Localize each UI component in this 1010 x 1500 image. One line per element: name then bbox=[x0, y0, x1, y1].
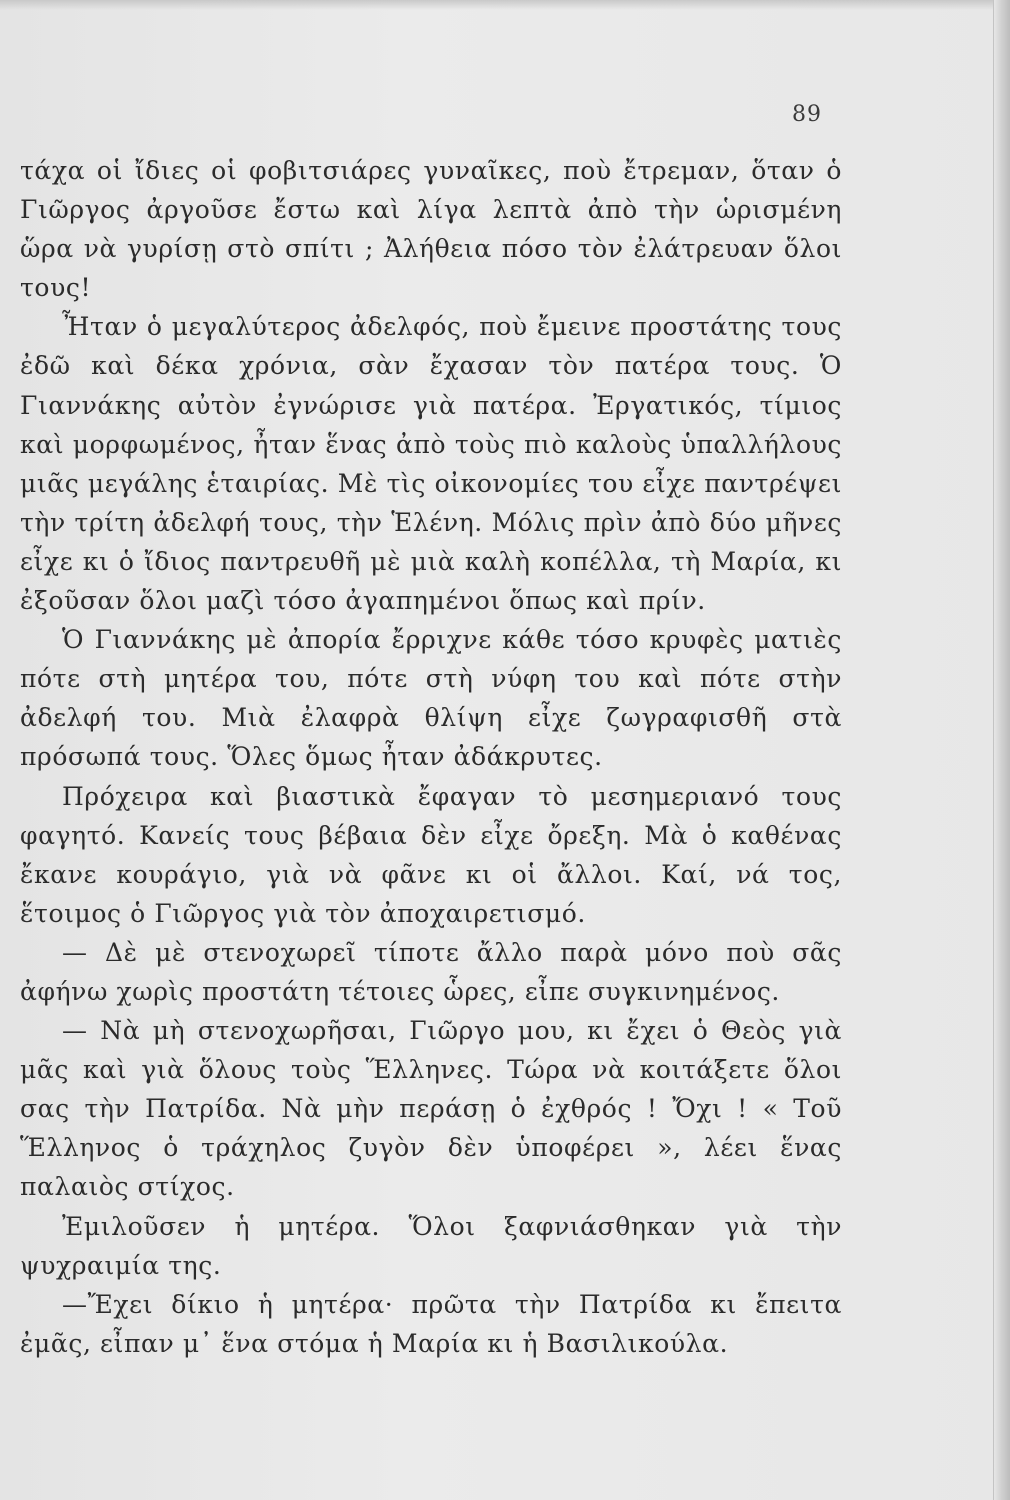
body-text bbox=[20, 151, 842, 1363]
paragraph-6: — Νὰ μὴ στενοχωρῆσαι, Γιῶργο μου, κι ἔχει ὁ Θεὸς γιὰ μᾶς καὶ γιὰ ὅλους τοὺς Ἕλληνες. Τώρα νὰ κοιτάξετε ὅλοι σας τὴν Πατρίδα. Νὰ μὴν περάσῃ ὁ ἐχθρός ! Ὄχι ! « Τοῦ Ἕλληνος ὁ τράχηλος ζυγὸν δὲν ὑποφέρει », λέει ἕνας παλαιὸς στίχος. bbox=[20, 1016, 842, 1202]
paragraph-2: Ἦταν ὁ μεγαλύτερος ἀδελφός, ποὺ ἔμεινε προστάτης τους ἐδῶ καὶ δέκα χρόνια, σὰν ἔχασαν τὸν πατέρα τους. Ὁ Γιαννάκης αὐτὸν ἐγνώρισε γιὰ πατέρα. Ἐργατικός, τίμιος καὶ μορφωμένος, ἦταν ἕνας ἀπὸ τοὺς πιὸ καλοὺς ὑπαλλήλους μιᾶς μεγάλης ἑταιρίας. Μὲ τὶς οἰκονομίες του εἶχε παντρέψει τὴν τρίτη ἀδελφή τους, τὴν Ἑλένη. Μόλις πρὶν ἀπὸ δύο μῆνες εἶχε κι ὁ ἴδιος παντρευθῆ μὲ μιὰ καλὴ κοπέλλα, τὴ Μαρία, κι ἐξοῦσαν ὅλοι μαζὶ τόσο ἀγαπημένοι ὅπως καὶ πρίν. bbox=[20, 312, 842, 616]
paragraph-1: τάχα οἱ ἴδιες οἱ φοβιτσιάρες γυναῖκες, ποὺ ἔτρεμαν, ὅταν ὁ Γιῶργος ἀργοῦσε ἔστω καὶ λίγα λεπτὰ ἀπὸ τὴν ὡρισμένη ὥρα νὰ γυρίσῃ στὸ σπίτι ; Ἀλήθεια πόσο τὸν ἐλάτρευαν ὅλοι τους! bbox=[20, 156, 842, 303]
page-number: 89 bbox=[792, 102, 822, 127]
paragraph-7: Ἐμιλοῦσεν ἡ μητέρα. Ὅλοι ξαφνιάσθηκαν γιὰ τὴν ψυχραιμία της. bbox=[20, 1211, 842, 1280]
paragraph-4: Πρόχειρα καὶ βιαστικὰ ἔφαγαν τὸ μεσημεριανό τους φαγητό. Κανείς τους βέβαια δὲν εἶχε ὄρεξη. Μὰ ὁ καθένας ἔκανε κουράγιο, γιὰ νὰ φᾶνε κι οἱ ἄλλοι. Καί, νά τος, ἕτοιμος ὁ Γιῶργος γιὰ τὸν ἀποχαιρετισμό. bbox=[20, 781, 842, 928]
paragraph-5: — Δὲ μὲ στενοχωρεῖ τίποτε ἄλλο παρὰ μόνο ποὺ σᾶς ἀφήνω χωρὶς προστάτη τέτοιες ὧρες, εἶπε συγκινημένος. bbox=[20, 937, 842, 1006]
page-edge bbox=[993, 0, 1010, 1500]
page-top-shadow bbox=[0, 0, 1010, 10]
paragraph-3: Ὁ Γιαννάκης μὲ ἀπορία ἔρριχνε κάθε τόσο κρυφὲς ματιὲς πότε στὴ μητέρα του, πότε στὴ νύφη του καὶ πότε στὴν ἀδελφή του. Μιὰ ἐλαφρὰ θλίψη εἶχε ζωγραφισθῆ στὰ πρόσωπά τους. Ὅλες ὅμως ἦταν ἀδάκρυτες. bbox=[20, 625, 842, 772]
paragraph-8: —Ἔχει δίκιο ἡ μητέρα· πρῶτα τὴν Πατρίδα κι ἔπειτα ἐμᾶς, εἶπαν μ᾿ ἕνα στόμα ἡ Μαρία κι ἡ Βασιλικούλα. bbox=[20, 1289, 842, 1358]
